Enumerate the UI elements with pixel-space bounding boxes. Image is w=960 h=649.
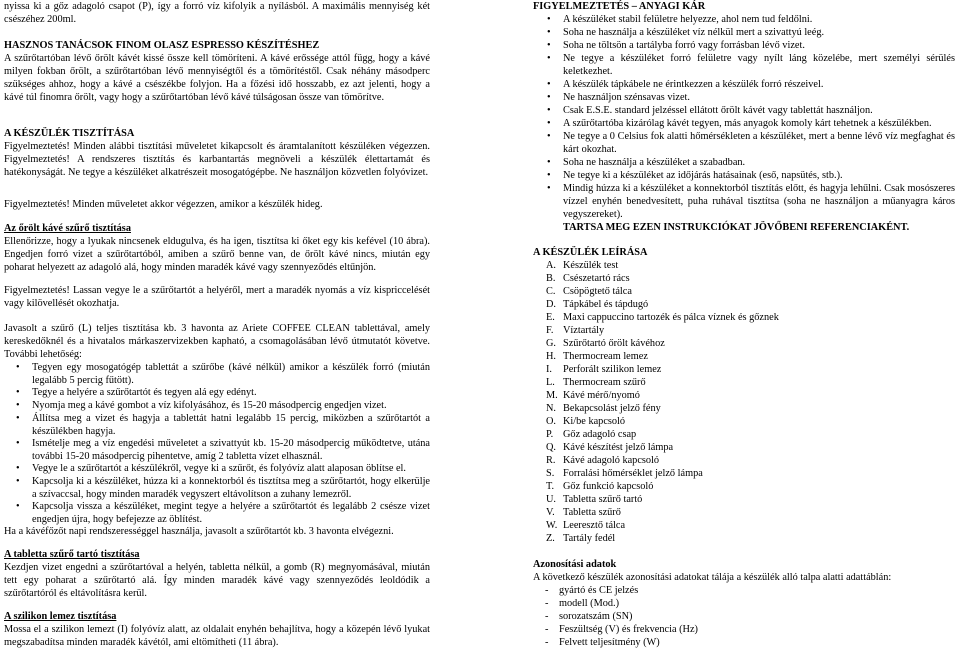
warning-item: • A készüléket stabil felületre helyezze, ahol nem tud feldőlni.	[563, 13, 955, 26]
ground-filter-warning: Figyelmeztetés! Lassan vegye le a szűrőtartót a helyéről, mert a maradék nyomás a víz kispriccelését vagy kilövellését okozhatja.	[4, 285, 430, 309]
part-letter: N.	[546, 403, 557, 414]
part-label: Kávé mérő/nyomó	[563, 390, 640, 401]
tips-paragraph: A szűrőtartóban lévő őrölt kávét kissé össze kell tömöríteni. A kávé erőssége attól függ, hogy a kávé milyen fokban őrölt, a szűrőtartóban lévő mennyiségtől és a tömörítéstől. Csak néhány másodperc szükséges ahhoz, hogy a kávé a csészékbe folyjon. Ha a főzési idő hosszabb, ez azt jelenti, hogy a kávé túl finomra őrölt, vagy hogy a szűrőtartóban lévő kávé túlságosan össze van tömörítve.	[4, 53, 430, 103]
part-letter: B.	[546, 273, 556, 284]
id-item-label: Felvett teljesítmény (W)	[559, 637, 660, 648]
step-item: • Vegye le a szűrőtartót a készülékről, vegye ki a szűrőt, és folyóvíz alatt alaposan öblítse el.	[32, 462, 430, 475]
step-item: • Állítsa meg a vizet és hagyja a tablettát hatni legalább 15 percig, miközben a szűrőtartót a készülékben hagyja.	[32, 412, 430, 438]
part-item	[546, 532, 615, 545]
part-label: Víztartály	[563, 325, 605, 336]
part-label: Tápkábel és tápdugó	[563, 299, 649, 310]
part-item	[546, 272, 630, 285]
part-letter: H.	[546, 351, 557, 362]
part-letter: Z.	[546, 533, 555, 544]
part-label: Thermocream szűrő	[563, 377, 646, 388]
part-letter: R.	[546, 455, 556, 466]
cleaning-paragraph: Figyelmeztetés! Minden alábbi tisztítási műveletet kikapcsolt és áramtalanított készüléken végezzen. Figyelmeztetés! A rendszeres tisztítás és karbantartás megnöveli a készülék élettartamát és hatékonyságát. Ne tegye a készüléket alkatrészeit mosogatógépbe. Ne használjon közvetlen folyóvizet.	[4, 141, 430, 178]
warning-item: • A szűrőtartóba kizárólag kávét tegyen, más anyagok komoly kárt tehetnek a készülékben.	[563, 117, 955, 130]
cleaning-warning: Figyelmeztetés! Minden műveletet akkor végezzen, amikor a készülék hideg.	[4, 199, 323, 210]
part-item	[546, 324, 604, 337]
part-label: Tabletta szűrő tartó	[563, 494, 643, 505]
part-label: Kávé adagoló kapcsoló	[563, 455, 660, 466]
warning-item: • A készülék tápkábele ne érintkezzen a készülék forró részeivel.	[563, 78, 955, 91]
description-heading: A KÉSZÜLÉK LEÍRÁSA	[533, 247, 648, 258]
part-item	[546, 480, 653, 493]
warning-item: • Ne tegye a készüléket forró felületre vagy nyílt láng közelébe, mert személyi sérülés keletkezhet.	[563, 52, 955, 78]
step-item: • Tegyen egy mosogatógép tablettát a szűrőbe (kávé nélkül) amikor a készülék forró (miután legalább 5 percig fűtött).	[32, 361, 430, 387]
silicone-paragraph: Mossa el a szilikon lemezt (I) folyóvíz alatt, az oldalait enyhén behajlítva, hogy a közepén lévő lyukat megszabadítsa minden maradék kávétól, ami eltömítheti (11 ábra).	[4, 624, 430, 648]
part-label: Készülék test	[563, 260, 619, 271]
part-letter: M.	[546, 390, 558, 401]
id-item: - modell (Mod.)	[545, 598, 620, 609]
part-item	[546, 389, 640, 402]
part-letter: I.	[546, 364, 553, 375]
part-letter: O.	[546, 416, 557, 427]
id-item-label: gyártó és CE jelzés	[559, 585, 639, 596]
part-label: Maxi cappuccino tartozék és pálca víznek és gőznek	[563, 312, 779, 323]
part-item	[546, 298, 648, 311]
part-item	[546, 506, 621, 519]
step-item: • Ismételje meg a víz engedési műveletet a szivattyút kb. 15-20 másodpercig működtetve, utána további 15-20 másodpercig pihentetve, amíg 2 tabletta vízet elhasznál.	[32, 437, 430, 463]
part-label: Szűrőtartó őrölt kávéhoz	[563, 338, 665, 349]
part-letter: W.	[546, 520, 558, 531]
part-label: Perforált szilikon lemez	[563, 364, 662, 375]
tablet-filter-paragraph: Kezdjen vizet engedni a szűrőtartóval a helyén, tabletta nélkül, a gomb (R) megnyomásával, miután tett egy poharat a szűrőtartó alá. Így minden maradék kávé vagy szennyeződés leoldódik a szűrőtartóról és eltávolításra kerül.	[4, 562, 430, 599]
part-letter: L.	[546, 377, 555, 388]
id-heading: Azonosítási adatok	[533, 559, 617, 570]
part-item	[546, 428, 636, 441]
part-letter: D.	[546, 299, 557, 310]
id-item-label: sorozatszám (SN)	[559, 611, 633, 622]
warning-item: • Ne tegye a 0 Celsius fok alatti hőmérsékleten a készüléket, mert a benne lévő víz megfaghat és kárt okozhat.	[563, 130, 955, 156]
part-letter: S.	[546, 468, 555, 479]
part-label: Bekapcsolást jelző fény	[563, 403, 661, 414]
warning-item: • Soha ne használja a készüléket a szabadban.	[563, 156, 955, 169]
intro-paragraph: nyissa ki a gőz adagoló csapot (P), így a forró víz kifolyik a nyílásból. A maximális mennyiség két csészéhez 200ml.	[4, 1, 430, 25]
id-item: - Feszültség (V) és frekvencia (Hz)	[545, 624, 698, 635]
part-item	[546, 402, 661, 415]
part-letter: C.	[546, 286, 556, 297]
warning-item: • Ne használjon szénsavas vizet.	[563, 91, 955, 104]
steps-note: Ha a kávéfőzőt napi rendszerességgel használja, javasolt a szűrőtartót kb. 3 havonta elvégezni.	[4, 526, 394, 537]
step-item: • Kapcsolja ki a készüléket, húzza ki a konnektorból és tisztítsa meg a szűrőtartót, hogy elkerülje a szívaccsal, hogy minden maradék vegyszert eltávolítson a zuhany lemezről.	[32, 475, 430, 501]
part-label: Gőz adagoló csap	[563, 429, 637, 440]
part-letter: F.	[546, 325, 554, 336]
part-letter: U.	[546, 494, 557, 505]
part-item	[546, 415, 625, 428]
ground-filter-paragraph: Ellenőrizze, hogy a lyukak nincsenek eldugulva, és ha igen, tisztítsa ki őket egy kis kefével (10 ábra). Engedjen forró vizet a szűrőtartóból, amiben a szűrő benne van, de őrölt kávé nincs, miután egy poharat helyezett az adagoló alá, hogy minden maradék kávé vagy szennyeződés eltűnjön.	[4, 236, 430, 273]
part-item	[546, 350, 648, 363]
warning-item: • Ne tegye ki a készüléket az időjárás hatásainak (eső, napsütés, stb.).	[563, 169, 955, 182]
part-letter: P.	[546, 429, 554, 440]
id-item: - gyártó és CE jelzés	[545, 585, 639, 596]
step-item: • Nyomja meg a kávé gombot a víz kifolyásához, és 15-20 másodpercig engedjen vizet.	[32, 399, 430, 412]
tips-heading: HASZNOS TANÁCSOK FINOM OLASZ ESPRESSO KÉSZÍTÉSHEZ	[4, 40, 320, 51]
id-item: - sorozatszám (SN)	[545, 611, 633, 622]
id-item-label: Feszültség (V) és frekvencia (Hz)	[559, 624, 698, 635]
part-letter: G.	[546, 338, 557, 349]
keep-instructions: TARTSA MEG EZEN INSTRUKCIÓKAT JÖVŐBENI REFERENCIAKÉNT.	[563, 222, 910, 233]
part-item	[546, 493, 642, 506]
step-item: • Kapcsolja vissza a készüléket, megint tegye a helyére a szűrőtartót és legalább 2 csésze vizet engedjen újra, hogy befejezze az öblítést.	[32, 500, 430, 526]
id-item: - Felvett teljesítmény (W)	[545, 637, 660, 648]
id-paragraph: A következő készülék azonosítási adatokat tálája a készülék alló talpa alatti adattáblán:	[533, 572, 892, 583]
part-item	[546, 259, 618, 272]
part-letter: T.	[546, 481, 555, 492]
part-item	[546, 285, 632, 298]
descale-paragraph: Javasolt a szűrő (L) teljes tisztítása kb. 3 havonta az Ariete COFFEE CLEAN tablettával, amely kereskedőknél és a hivatalos márkaszervizekben kapható, a csomagolásában lévő útmutatót követve. További lehetőség:	[4, 323, 430, 360]
part-label: Tartály fedél	[563, 533, 616, 544]
part-label: Csöpögtető tálca	[563, 286, 632, 297]
warning-item: • Soha ne használja a készüléket víz nélkül mert a szivattyú leég.	[563, 26, 955, 39]
part-item	[546, 467, 703, 480]
part-item	[546, 363, 661, 376]
part-item	[546, 441, 673, 454]
warning-heading: FIGYELMEZTETÉS – ANYAGI KÁR	[533, 1, 706, 12]
cleaning-heading: A KÉSZÜLÉK TISZTÍTÁSA	[4, 128, 135, 139]
warning-item: • Soha ne töltsön a tartályba forró vagy forrásban lévő vizet.	[563, 39, 955, 52]
part-letter: A.	[546, 260, 557, 271]
part-label: Kávé készítést jelző lámpa	[563, 442, 674, 453]
part-label: Tabletta szűrő	[563, 507, 621, 518]
part-letter: E.	[546, 312, 555, 323]
warning-item: • Csak E.S.E. standard jelzéssel ellátott őrölt kávét vagy tablettát használjon.	[563, 104, 955, 117]
part-item	[546, 454, 659, 467]
part-item	[546, 519, 625, 532]
part-label: Thermocream lemez	[563, 351, 648, 362]
tablet-filter-heading: A tabletta szűrő tartó tisztítása	[4, 549, 140, 560]
part-item	[546, 311, 779, 324]
part-item	[546, 376, 646, 389]
part-item	[546, 337, 665, 350]
warning-item: • Mindig húzza ki a készüléket a konnektorból tisztítás előtt, és hagyja lehűlni. Csak mosószeres vízzel enyhén benedvesített, puha ruhával tisztítsa (soha ne használjon a műanyagra káros vegyszereket).	[563, 182, 955, 221]
part-letter: V.	[546, 507, 555, 518]
part-label: Forralási hőmérséklet jelző lámpa	[563, 468, 703, 479]
part-label: Gőz funkció kapcsoló	[563, 481, 654, 492]
ground-filter-heading: Az őrölt kávé szűrő tisztítása	[4, 223, 131, 234]
part-letter: Q.	[546, 442, 557, 453]
id-item-label: modell (Mod.)	[559, 598, 620, 609]
part-label: Csészetartó rács	[563, 273, 630, 284]
part-label: Leeresztő tálca	[563, 520, 626, 531]
silicone-heading: A szilikon lemez tisztítása	[4, 611, 117, 622]
part-label: Ki/be kapcsoló	[563, 416, 626, 427]
step-item: • Tegye a helyére a szűrőtartót és tegyen alá egy edényt.	[32, 386, 430, 399]
